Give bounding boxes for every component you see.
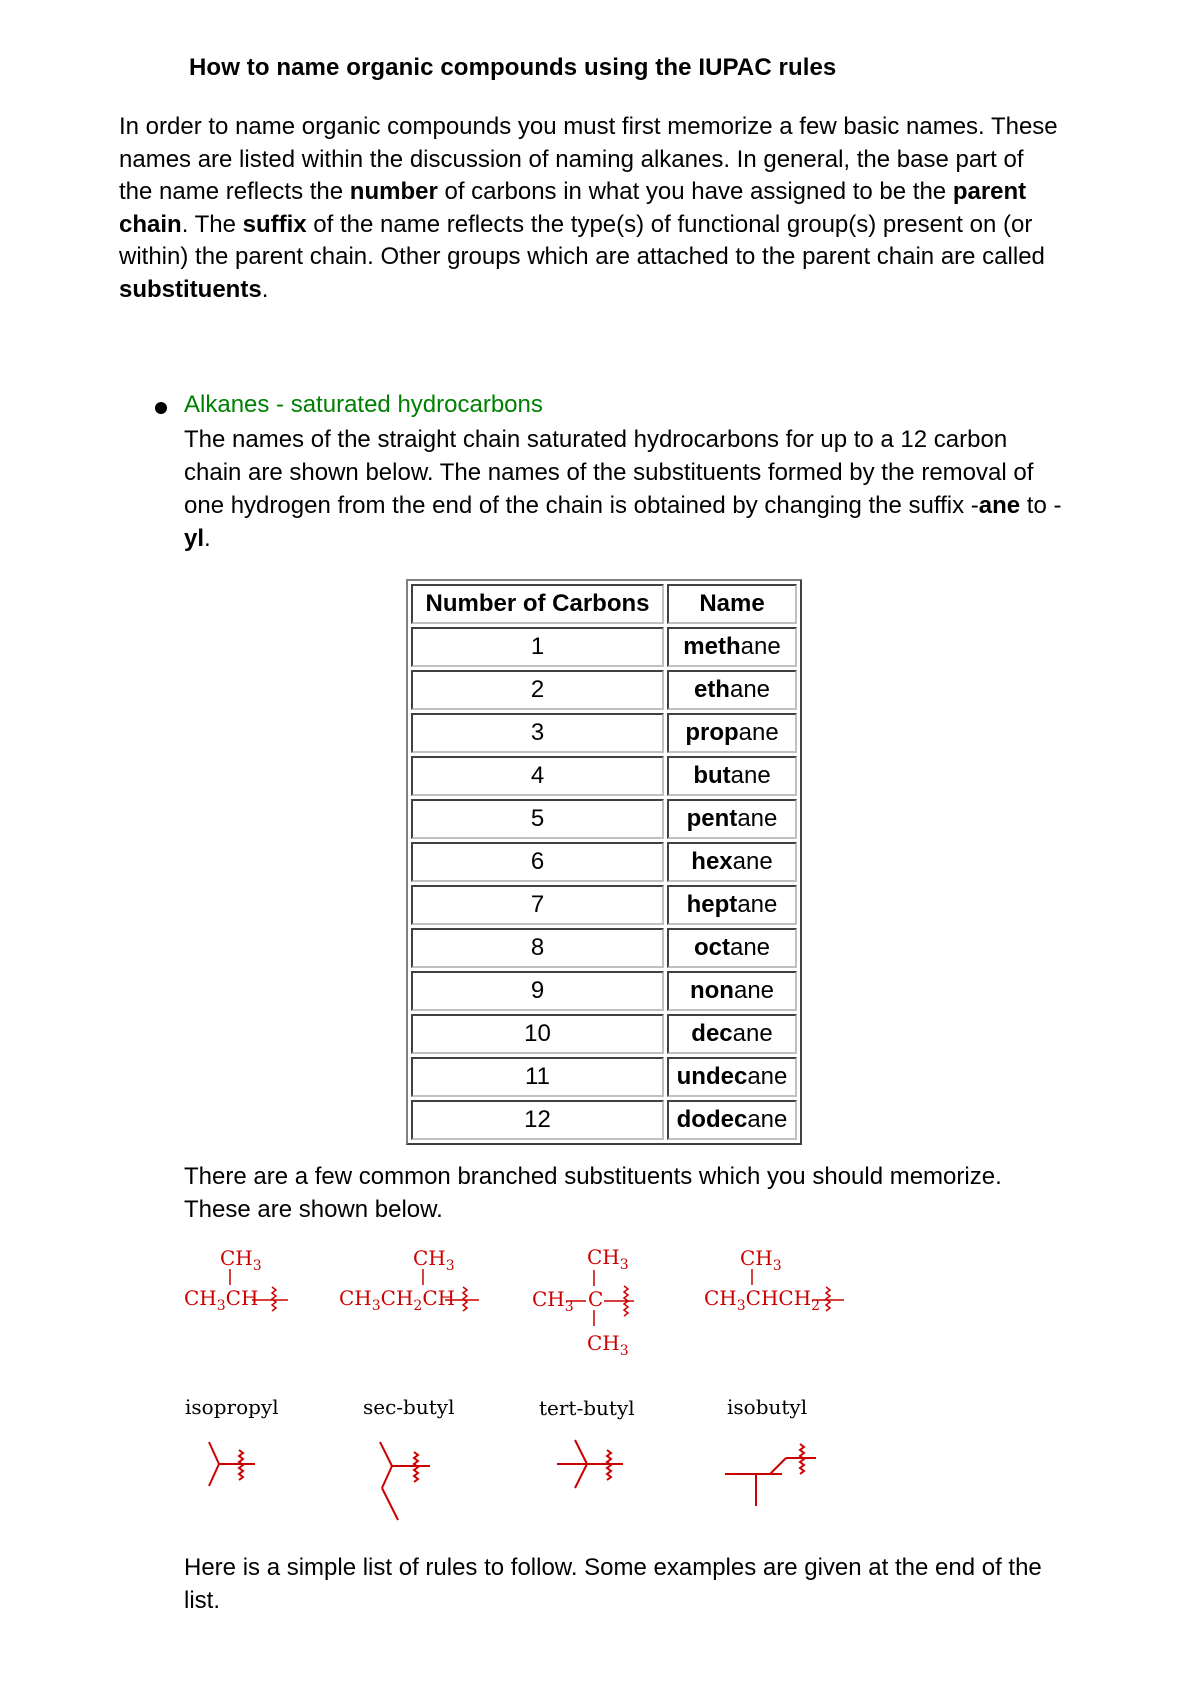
isopropyl-condensed-structure — [180, 1245, 300, 1330]
alkane-name-cell — [667, 842, 797, 882]
alkane-name-suffix: ane — [732, 1020, 773, 1047]
alkane-name-stem: hex — [691, 848, 733, 875]
alkane-name-suffix: ane — [737, 891, 778, 918]
label-tert-butyl: tert-butyl — [539, 1396, 635, 1420]
svg-text:CH3CH: $CH_3CH$ — [184, 1286, 259, 1314]
branched-paragraph: There are a few common branched substituents which you should memorize. These are shown below. — [184, 1163, 1002, 1223]
table-row — [411, 1057, 797, 1097]
alkane-name-cell — [667, 1014, 797, 1054]
carbon-count-cell: 3 — [411, 713, 664, 753]
column-header-name: Name — [667, 584, 797, 624]
alkane-name-suffix: ane — [738, 719, 779, 746]
svg-text:CH3: $CH_3$ — [413, 1246, 455, 1274]
carbon-count-cell: 4 — [411, 756, 664, 796]
alkane-name-cell — [667, 1100, 797, 1140]
alkane-name-cell — [667, 756, 797, 796]
alkane-name-cell — [667, 713, 797, 753]
table-row — [411, 928, 797, 968]
alkane-name-suffix: ane — [747, 1063, 788, 1090]
carbon-count-cell: 7 — [411, 885, 664, 925]
svg-text:CH3CHCH2: $CH_3CHCH_2$ — [704, 1286, 821, 1314]
alkane-name-stem: dec — [691, 1020, 733, 1047]
alkane-name-stem: meth — [683, 633, 741, 660]
column-header-carbons: Number of Carbons — [411, 584, 664, 624]
carbon-count-cell: 1 — [411, 627, 664, 667]
table-row — [411, 1014, 797, 1054]
alkane-name-suffix: ane — [747, 1106, 788, 1133]
alkanes-paragraph: The names of the straight chain saturated hydrocarbons for up to a 12 carbon chain are shown below. The names of the substituents formed by the removal of one hydrogen from the end of the chain is obtained by changing the suffix -ane to -yl. — [184, 426, 1062, 552]
alkane-name-cell — [667, 670, 797, 710]
alkane-name-suffix: ane — [740, 633, 781, 660]
table-row — [411, 627, 797, 667]
table-row — [411, 799, 797, 839]
table-row — [411, 670, 797, 710]
carbon-count-cell: 11 — [411, 1057, 664, 1097]
alkane-name-cell — [667, 971, 797, 1011]
alkane-name-suffix: ane — [730, 762, 771, 789]
table-row — [411, 1100, 797, 1140]
sec-butyl-condensed-structure — [335, 1245, 485, 1330]
tert-butyl-condensed-structure — [530, 1240, 650, 1360]
closing-paragraph: Here is a simple list of rules to follow. Some examples are given at the end of the list. — [184, 1554, 1042, 1614]
alkane-name-cell — [667, 885, 797, 925]
alkane-name-cell — [667, 928, 797, 968]
alkane-name-suffix: ane — [732, 848, 773, 875]
alkane-name-suffix: ane — [733, 977, 775, 1004]
alkane-name-stem: pent — [686, 805, 738, 832]
svg-text:CH3: $CH_3$ — [220, 1246, 262, 1274]
table-header-row — [411, 584, 797, 624]
carbon-count-cell: 8 — [411, 928, 664, 968]
alkane-name-suffix: ane — [737, 805, 778, 832]
label-sec-butyl: sec-butyl — [363, 1395, 455, 1419]
alkane-name-stem: hept — [686, 891, 738, 918]
page-title: How to name organic compounds using the IUPAC rules — [189, 54, 837, 81]
table-row — [411, 885, 797, 925]
alkane-name-cell — [667, 799, 797, 839]
svg-text:CH3: $CH_3$ — [740, 1246, 782, 1274]
alkane-name-stem: eth — [693, 676, 730, 703]
svg-text:CH3: $CH_3$ — [532, 1287, 574, 1315]
label-isopropyl: isopropyl — [185, 1395, 279, 1419]
carbon-count-cell: 10 — [411, 1014, 664, 1054]
alkane-name-cell — [667, 627, 797, 667]
isobutyl-condensed-structure — [700, 1245, 850, 1330]
alkane-name-stem: undec — [676, 1063, 748, 1090]
carbon-count-cell: 9 — [411, 971, 664, 1011]
svg-text:CH3: $CH_3$ — [587, 1331, 629, 1355]
table-row — [411, 842, 797, 882]
carbon-count-cell: 2 — [411, 670, 664, 710]
table-row — [411, 971, 797, 1011]
alkane-name-cell — [667, 1057, 797, 1097]
isobutyl-skeletal-structure — [720, 1430, 820, 1515]
tert-butyl-skeletal-structure — [555, 1430, 630, 1505]
alkane-name-stem: oct — [693, 934, 730, 961]
svg-text:CH3: $CH_3$ — [587, 1245, 629, 1273]
isopropyl-skeletal-structure — [195, 1430, 265, 1505]
table-row — [411, 756, 797, 796]
bullet-icon — [155, 402, 167, 414]
carbon-count-cell: 5 — [411, 799, 664, 839]
alkane-name-stem: prop — [685, 719, 739, 746]
svg-text:C: C — [588, 1287, 604, 1311]
alkane-names-table — [406, 579, 802, 1145]
sec-butyl-skeletal-structure — [370, 1430, 440, 1530]
alkane-name-stem: dodec — [676, 1106, 748, 1133]
svg-text:CH3CH2CH: $CH_3CH_2CH$ — [339, 1286, 456, 1314]
alkane-name-suffix: ane — [729, 676, 771, 703]
alkane-name-suffix: ane — [729, 934, 771, 961]
alkanes-heading: Alkanes - saturated hydrocarbons — [184, 391, 543, 418]
alkane-name-stem: non — [689, 977, 734, 1004]
alkane-name-stem: but — [693, 762, 731, 789]
table-row — [411, 713, 797, 753]
carbon-count-cell: 12 — [411, 1100, 664, 1140]
carbon-count-cell: 6 — [411, 842, 664, 882]
label-isobutyl: isobutyl — [727, 1395, 808, 1419]
intro-paragraph: In order to name organic compounds you must first memorize a few basic names. These names are listed within the discussion of naming alkanes. In general, the base part of the name reflects the number of carbons in what you have assigned to be the parent chain. The suffix of the name reflects the type(s) of functional group(s) present on (or within) the parent chain. Other groups which are attached to the parent chain are called substituents. — [119, 113, 1058, 303]
